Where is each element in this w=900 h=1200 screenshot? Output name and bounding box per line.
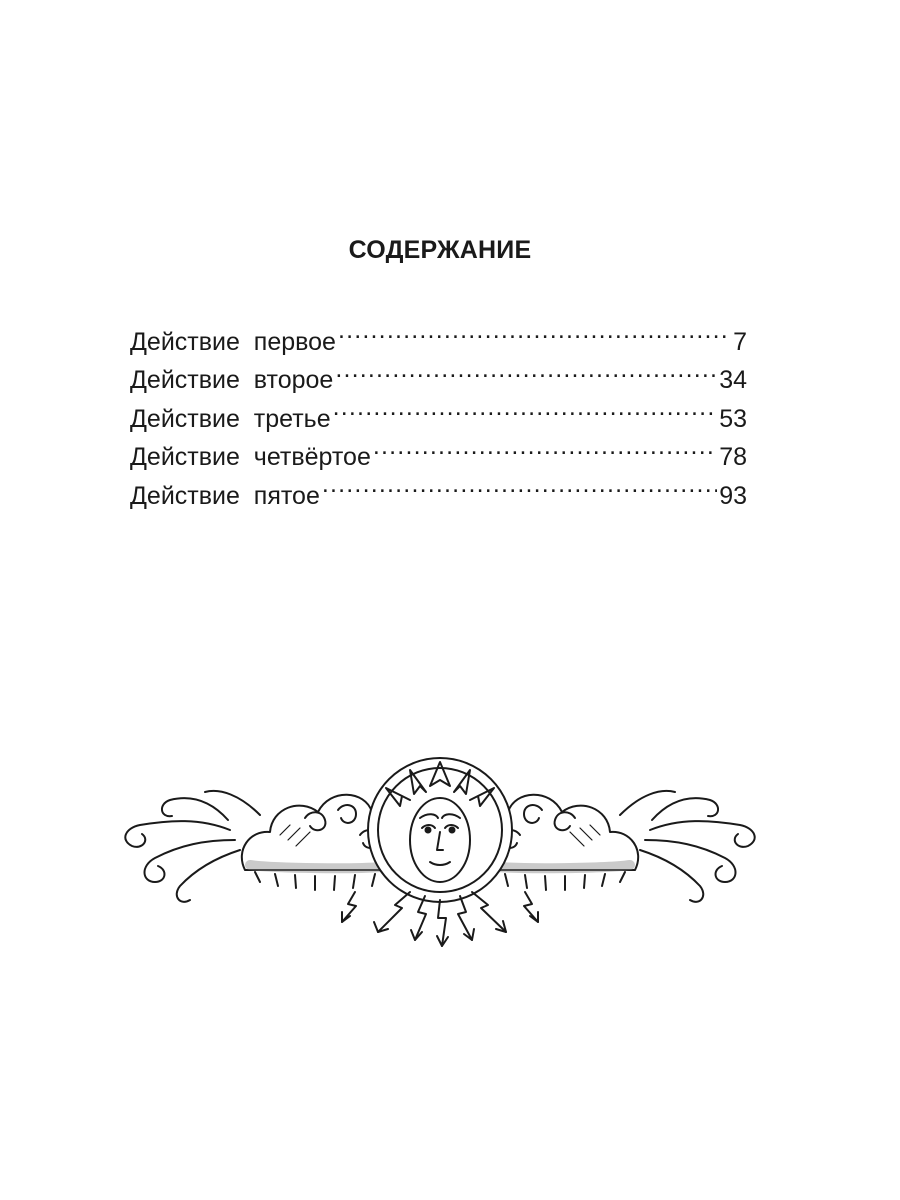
toc-entry-page: 34 (719, 366, 747, 394)
toc-entry (130, 311, 747, 356)
dot-leader (333, 388, 718, 427)
table-of-contents (130, 311, 747, 510)
sun-clouds-lightning-icon (110, 700, 770, 970)
toc-entry-label: Действие второе (130, 366, 334, 394)
toc-entry-label: Действие первое (130, 327, 336, 356)
toc-entry-label: Действие пятое (130, 481, 320, 510)
toc-entry-label: Действие третье (130, 404, 331, 433)
dot-leader (335, 350, 717, 389)
page-title: СОДЕРЖАНИЕ (348, 236, 532, 264)
toc-entry-page: 53 (719, 404, 747, 433)
dot-leader (322, 465, 717, 504)
dot-leader (338, 311, 731, 350)
toc-entry-label: Действие четвёртое (130, 443, 371, 471)
dot-leader (373, 427, 717, 466)
toc-entry-page: 93 (719, 481, 747, 510)
toc-entry-page: 78 (719, 443, 747, 471)
toc-entry-page: 7 (733, 327, 747, 356)
